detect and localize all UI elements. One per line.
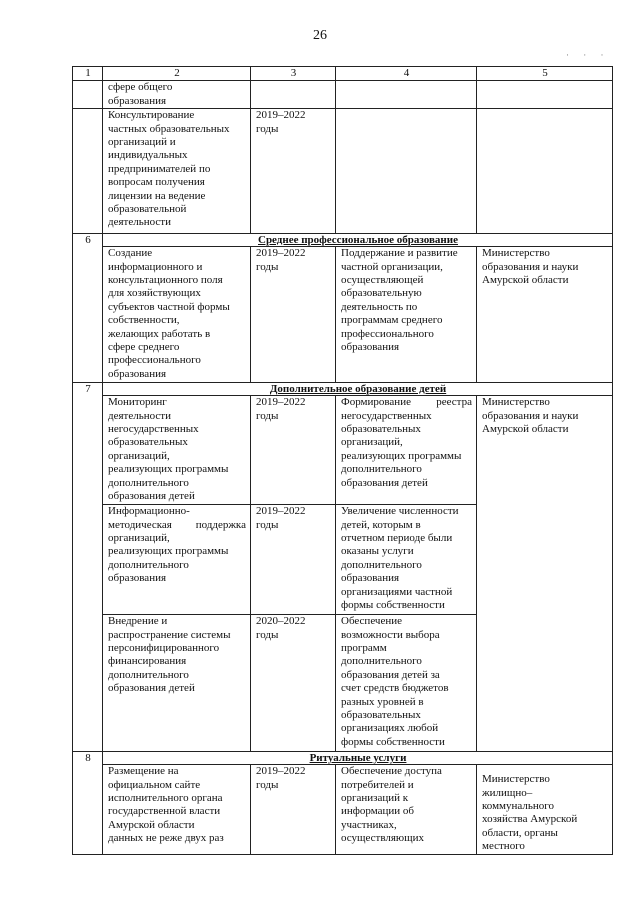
text-line: распространение системы	[108, 628, 231, 641]
text-line: образовательных	[108, 436, 188, 449]
text-line: Министерство	[482, 773, 550, 786]
text-line: сфере среднего	[108, 341, 180, 354]
header-col-4: 4	[336, 67, 477, 81]
text-line: образования	[108, 367, 167, 380]
text-line: коммунального	[482, 800, 554, 813]
result-cell	[336, 396, 477, 505]
text-line: жилищно–	[482, 786, 533, 799]
table-header-row	[73, 67, 613, 81]
text-line: 2019–2022	[256, 109, 306, 122]
measure-cell	[103, 396, 251, 505]
text-line: официальном сайте	[108, 778, 201, 791]
text-line: Внедрение и	[108, 615, 168, 628]
result-cell	[336, 109, 477, 234]
text-line: годы	[256, 778, 279, 791]
text-line: Формирование реестра	[341, 396, 472, 409]
text-line: организаций,	[108, 449, 170, 462]
text-line: образования детей	[108, 682, 195, 695]
text-line: лицензии на ведение	[108, 189, 206, 202]
text-line: местного	[482, 840, 525, 853]
text-line: Размещение на	[108, 765, 179, 778]
text-line: Министерство	[482, 396, 550, 409]
text-line: программам среднего	[341, 314, 443, 327]
text-line: разных уровней в	[341, 695, 424, 708]
measure-cell	[103, 505, 251, 615]
text-line: участниках,	[341, 818, 397, 831]
section-number: 6	[73, 234, 103, 383]
text-line: реализующих программы	[341, 449, 462, 462]
text-line: организациями частной	[341, 585, 453, 598]
text-line: дополнительного	[108, 476, 189, 489]
text-line: деятельности	[108, 409, 171, 422]
header-col-5: 5	[477, 67, 613, 81]
table-row	[73, 765, 613, 854]
responsible-cell	[477, 247, 613, 383]
text-line: деятельности	[108, 216, 171, 229]
text-line: образовательную	[341, 287, 422, 300]
text-line: желающих работать в	[108, 327, 211, 340]
table-row	[73, 81, 613, 109]
result-cell	[336, 765, 477, 854]
text-line: образовательных	[341, 709, 421, 722]
text-line: годы	[256, 260, 279, 273]
table-row	[73, 247, 613, 383]
section-title: Ритуальные услуги	[103, 752, 613, 765]
text-line: 2019–2022	[256, 247, 306, 260]
text-line: Создание	[108, 247, 153, 260]
responsible-cell	[477, 81, 613, 109]
header-col-2: 2	[103, 67, 251, 81]
text-line: Поддержание и развитие	[341, 247, 458, 260]
text-line: Амурской области	[482, 423, 569, 436]
result-cell	[336, 247, 477, 383]
text-line: дополнительного	[341, 463, 422, 476]
text-line: Амурской области	[482, 274, 569, 287]
text-line: детей, которым в	[341, 518, 421, 531]
text-line: персонифицированного	[108, 642, 220, 655]
text-line: образования детей за	[341, 668, 440, 681]
text-line: негосударственных	[108, 423, 199, 436]
text-line: предпринимателей по	[108, 162, 211, 175]
text-line: формы собственности	[341, 735, 445, 748]
period-cell	[251, 247, 336, 383]
text-line: финансирования	[108, 655, 187, 668]
text-line: образования	[341, 341, 400, 354]
text-line: Обеспечение	[341, 615, 402, 628]
header-col-3: 3	[251, 67, 336, 81]
text-line: индивидуальных	[108, 149, 188, 162]
text-line: 2019–2022	[256, 765, 306, 778]
measure-cell	[103, 109, 251, 234]
text-line: профессионального	[341, 327, 434, 340]
text-line: Увеличение численности	[341, 505, 459, 518]
scan-specks: · · ·	[566, 50, 610, 60]
text-line: отчетном периоде были	[341, 532, 453, 545]
text-line: деятельность по	[341, 300, 418, 313]
text-line: консультационного поля	[108, 274, 223, 287]
period-cell	[251, 615, 336, 752]
text-line: годы	[256, 409, 279, 422]
text-line: счет средств бюджетов	[341, 682, 449, 695]
text-line: программ	[341, 642, 387, 655]
text-line: Консультирование	[108, 109, 195, 122]
section-row	[73, 752, 613, 765]
text-line: дополнительного	[341, 655, 422, 668]
text-line: дополнительного	[108, 558, 189, 571]
text-line: организаций и	[108, 136, 176, 149]
text-line: собственности,	[108, 314, 180, 327]
text-line: информационного и	[108, 260, 203, 273]
text-line: методическая поддержка	[108, 518, 246, 531]
text-line: для хозяйствующих	[108, 287, 201, 300]
text-line: дополнительного	[341, 558, 422, 571]
text-line: организациях любой	[341, 722, 439, 735]
text-line: годы	[256, 518, 279, 531]
text-line: хозяйства Амурской	[482, 813, 578, 826]
text-line: негосударственных	[341, 409, 432, 422]
text-line: образования и науки	[482, 409, 579, 422]
period-cell	[251, 765, 336, 854]
period-cell	[251, 505, 336, 615]
text-line: Обеспечение доступа	[341, 765, 442, 778]
text-line: вопросам получения	[108, 176, 205, 189]
text-line: субъектов частной формы	[108, 300, 230, 313]
text-line: образования детей	[108, 490, 195, 503]
text-line: образования	[108, 572, 167, 585]
text-line: осуществляющей	[341, 274, 424, 287]
table-row	[73, 109, 613, 234]
text-line: организаций,	[341, 436, 403, 449]
text-line: образования детей	[341, 476, 428, 489]
row-number-cell	[73, 109, 103, 234]
row-number-cell	[73, 81, 103, 109]
section-title: Среднее профессиональное образование	[103, 234, 613, 247]
page-number: 26	[313, 28, 327, 43]
text-line: государственной власти	[108, 805, 221, 818]
section-row	[73, 383, 613, 396]
text-line: Информационно-	[108, 505, 190, 518]
text-line: Министерство	[482, 247, 550, 260]
text-line: образования	[108, 94, 167, 107]
text-line: возможности выбора	[341, 628, 440, 641]
measure-cell	[103, 247, 251, 383]
section-row	[73, 234, 613, 247]
text-line: Амурской области	[108, 818, 195, 831]
responsible-cell	[477, 765, 613, 854]
table-row	[73, 396, 613, 505]
text-line: годы	[256, 628, 279, 641]
period-cell	[251, 109, 336, 234]
text-line: потребителей и	[341, 778, 414, 791]
text-line: 2019–2022	[256, 505, 306, 518]
text-line: образования	[341, 572, 400, 585]
text-line: организаций к	[341, 792, 409, 805]
text-line: годы	[256, 122, 279, 135]
measure-cell	[103, 765, 251, 854]
text-line: оказаны услуги	[341, 545, 414, 558]
measures-table	[72, 66, 613, 855]
period-cell	[251, 81, 336, 109]
text-line: реализующих программы	[108, 545, 229, 558]
measure-cell	[103, 615, 251, 752]
text-line: образовательной	[108, 203, 187, 216]
section-number: 7	[73, 383, 103, 752]
header-col-1: 1	[73, 67, 103, 81]
text-line: исполнительного органа	[108, 792, 223, 805]
text-line: образовательных	[341, 423, 421, 436]
text-line: информации об	[341, 805, 415, 818]
text-line: частной организации,	[341, 260, 443, 273]
text-line: профессионального	[108, 354, 201, 367]
responsible-cell	[477, 109, 613, 234]
period-cell	[251, 396, 336, 505]
text-line: 2019–2022	[256, 396, 306, 409]
text-line: сфере общего	[108, 81, 173, 94]
text-line: осуществляющих	[341, 832, 424, 845]
result-cell	[336, 505, 477, 615]
section-title: Дополнительное образование детей	[103, 383, 613, 396]
text-line: дополнительного	[108, 668, 189, 681]
responsible-cell	[477, 396, 613, 752]
text-line: 2020–2022	[256, 615, 306, 628]
result-cell	[336, 615, 477, 752]
text-line: области, органы	[482, 826, 558, 839]
text-line: Мониторинг	[108, 396, 167, 409]
text-line: данных не реже двух раз	[108, 832, 224, 845]
result-cell	[336, 81, 477, 109]
text-line: частных образовательных	[108, 122, 230, 135]
measure-cell	[103, 81, 251, 109]
text-line: реализующих программы	[108, 463, 229, 476]
text-line: образования и науки	[482, 260, 579, 273]
text-line: организаций,	[108, 532, 170, 545]
section-number: 8	[73, 752, 103, 854]
text-line: формы собственности	[341, 599, 445, 612]
